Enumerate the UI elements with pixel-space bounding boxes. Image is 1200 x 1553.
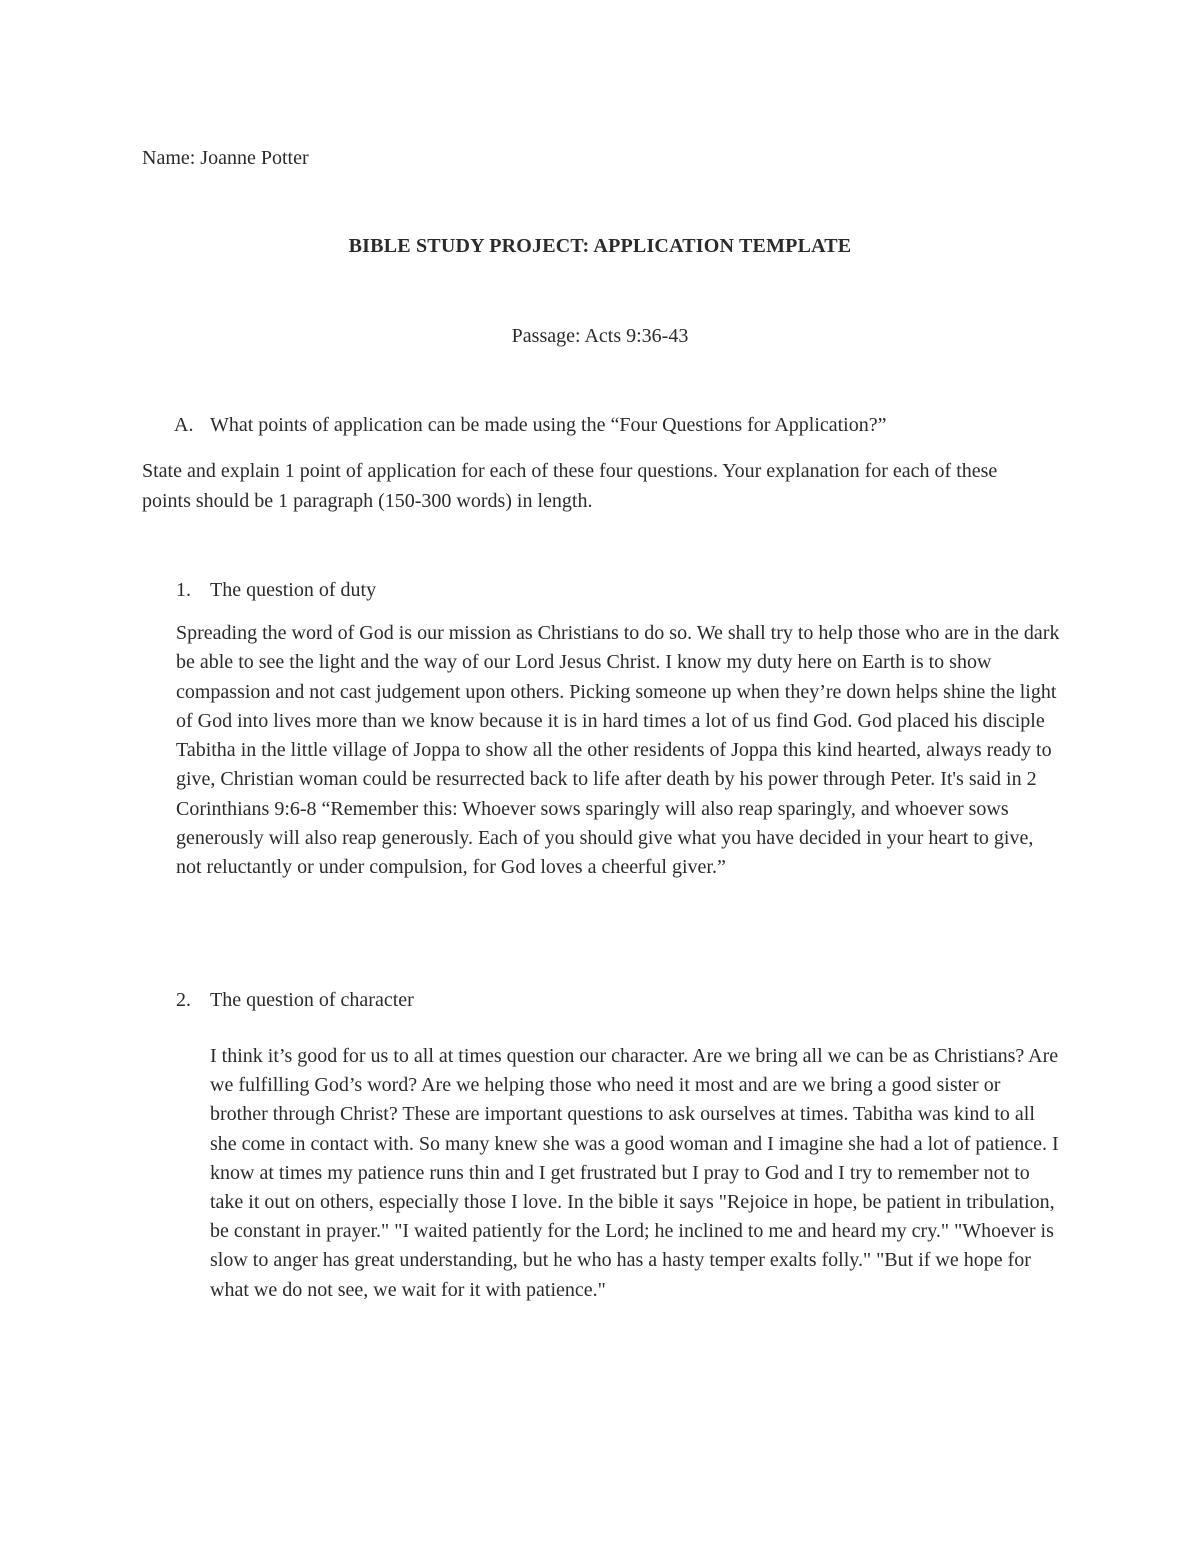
question-2-answer: I think it’s good for us to all at times question our character. Are we bring all we can be as Christians? Are we fulfilling God’s word? Are we helping those who need it most and are we bring a good sister or brother through Christ? These are important questions to ask ourselves at times. Tabitha was kind to all she come in contact with. So many knew she was a good woman and I imagine she had a lot of patience. I know at times my patience runs thin and I get frustrated but I pray to God and I try to remember not to take it out on others, especially those I love. In the bible it says "Rejoice in hope, be patient in tribulation, be constant in prayer." "I waited patiently for the Lord; he inclined to me and heard my cry." "Whoever is slow to anger has great understanding, but he who has a hasty temper exalts folly." "But if we hope for what we do not see, we wait for it with patience." <box>210 1045 1059 1301</box>
instructions-paragraph: State and explain 1 point of application for each of these four questions. Your explanation for each of these points should be 1 paragraph (150-300 words) in length. <box>142 460 998 512</box>
question-1-marker: 1. <box>176 579 191 601</box>
question-1-answer: Spreading the word of God is our mission as Christians to do so. We shall try to help those who are in the dark be able to see the light and the way of our Lord Jesus Christ. I know my duty here on Earth is to show compassion and not cast judgement upon others. Picking someone up when they’re down helps shine the light of God into lives more than we know because it is in hard times a lot of us find God. God placed his disciple Tabitha in the little village of Joppa to show all the other residents of Joppa this kind hearted, always ready to give, Christian woman could be resurrected back to life after death by his power through Peter. It's said in 2 Corinthians 9:6-8 “Remember this: Whoever sows sparingly will also reap sparingly, and whoever sows generously will also reap generously. Each of you should give what you have decided in your heart to give, not reluctantly or under compulsion, for God loves a cheerful giver.” <box>176 622 1060 879</box>
question-1-title: The question of duty <box>210 579 377 601</box>
question-1-heading <box>176 576 376 604</box>
question-2-title: The question of character <box>210 989 414 1011</box>
section-a-marker: A. <box>174 414 194 436</box>
question-2-marker: 2. <box>176 989 191 1011</box>
student-name: Name: Joanne Potter <box>142 147 309 169</box>
section-a-prompt <box>174 411 887 439</box>
passage-reference: Passage: Acts 9:36-43 <box>511 325 689 347</box>
document-title: BIBLE STUDY PROJECT: APPLICATION TEMPLATE <box>348 235 852 257</box>
question-2-heading <box>176 986 414 1014</box>
section-a-text: What points of application can be made using the “Four Questions for Application?” <box>210 414 887 436</box>
